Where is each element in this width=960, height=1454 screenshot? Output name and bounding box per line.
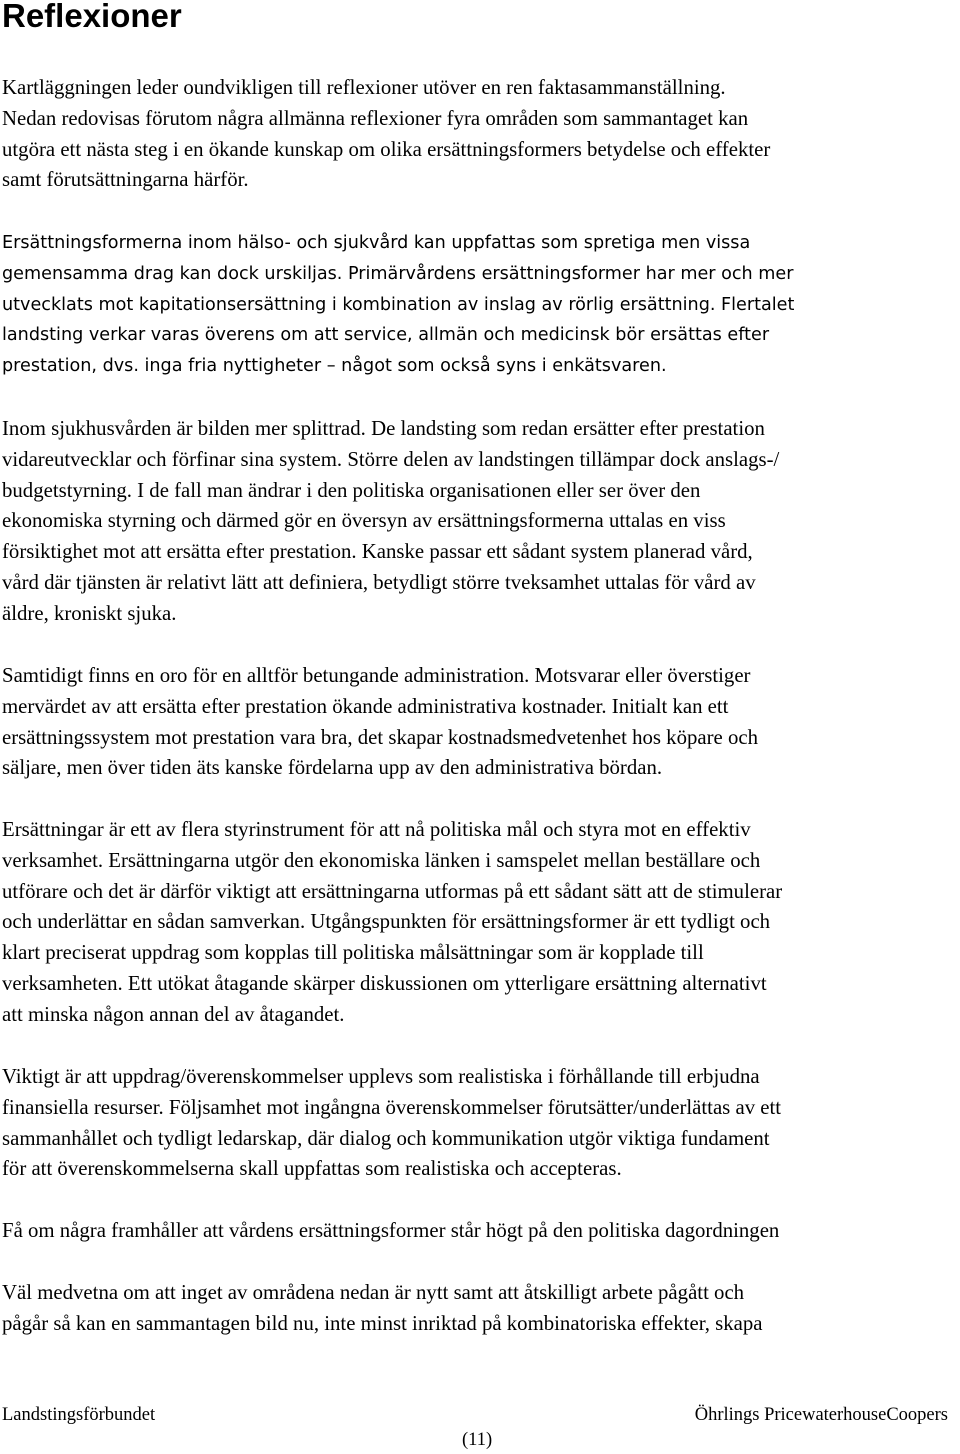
text-line: Samtidigt finns en oro för en alltför betungande administration. Motsvarar eller överstiger	[2, 664, 751, 687]
text-line: utförare och det är därför viktigt att ersättningarna utformas på ett sådant sätt att de stimulerar	[2, 879, 783, 903]
text-line: att minska någon annan del av åtagandet.	[2, 1002, 345, 1026]
text-line: prestation, dvs. inga fria nyttigheter – något som också syns i enkätsvaren.	[2, 356, 667, 377]
text-line: verksamheten. Ett utökat åtagande skärper diskussionen om ytterligare ersättning alternativt	[2, 971, 767, 995]
text-line: ersättningssystem mot prestation vara bra, det skapar kostnadsmedvetenhet hos köpare och	[2, 725, 758, 749]
text-line: gemensamma drag kan dock urskiljas. Primärvårdens ersättningsformer har mer och mer	[2, 263, 794, 284]
footer-organization: Landstingsförbundet	[2, 1405, 156, 1425]
text-line: försiktighet mot att ersätta efter prestation. Kanske passar ett sådant system planerad vård,	[2, 540, 753, 564]
text-line: för att överenskommelserna skall uppfattas som realistiska och accepteras.	[2, 1157, 622, 1181]
text-line: Nedan redovisas förutom några allmänna reflexioner fyra områden som sammantaget kan	[2, 106, 749, 130]
text-line: pågår så kan en sammantagen bild nu, inte minst inriktad på kombinatoriska effekter, skapa	[2, 1311, 763, 1335]
paragraph-ersattningsformer	[2, 228, 958, 382]
page-number: (11)	[462, 1430, 493, 1450]
text-line: sammanhållet och tydligt ledarskap, där dialog och kommunikation utgör viktiga fundament	[2, 1126, 770, 1150]
text-line: Inom sjukhusvården är bilden mer splittrad. De landsting som redan ersätter efter prestation	[2, 417, 765, 440]
text-line: vård där tjänsten är relativt lätt att definiera, betydligt större tveksamhet uttalas för vård av	[2, 570, 756, 594]
text-line: Ersättningar är ett av flera styrinstrument för att nå politiska mål och styra mot en effektiv	[2, 818, 751, 841]
paragraph-styrinstrument	[2, 815, 958, 1031]
paragraph-omraden	[2, 1278, 958, 1340]
paragraph-sjukhusvard	[2, 414, 958, 630]
paragraph-overenskommelser	[2, 1062, 958, 1185]
text-line: budgetstyrning. I de fall man ändrar i den politiska organisationen eller ser över den	[2, 478, 701, 502]
text-line: Kartläggningen leder oundvikligen till reflexioner utöver en ren faktasammanställning.	[2, 76, 726, 99]
text-line: klart preciserat uppdrag som kopplas till politiska målsättningar som är kopplade till	[2, 941, 704, 965]
text-line: utgöra ett nästa steg i en ökande kunskap om olika ersättningsformers betydelse och effekter	[2, 137, 771, 161]
text-line: Ersättningsformerna inom hälso- och sjukvård kan uppfattas som spretiga men vissa	[2, 233, 751, 253]
text-line: Få om några framhåller att vårdens ersättningsformer står högt på den politiska dagordningen	[2, 1219, 780, 1242]
paragraph-intro	[2, 73, 958, 196]
text-line: Viktigt är att uppdrag/överenskommelser upplevs som realistiska i förhållande till erbjudna	[2, 1065, 760, 1088]
text-line: verksamhet. Ersättningarna utgör den ekonomiska länken i samspelet mellan beställare och	[2, 848, 761, 872]
text-line: säljare, men över tiden äts kanske fördelarna upp av den administrativa bördan.	[2, 756, 663, 780]
text-line: och underlättar en sådan samverkan. Utgångspunkten för ersättningsformer är ett tydligt och	[2, 910, 771, 934]
text-line: finansiella resurser. Följsamhet mot ingångna överenskommelser förutsätter/underlättas av ett	[2, 1095, 782, 1119]
page-title: Reflexioner	[2, 0, 182, 34]
paragraph-administration	[2, 661, 958, 784]
text-line: mervärdet av att ersätta efter prestation ökande administrativa kostnader. Initialt kan ett	[2, 694, 729, 718]
text-line: Väl medvetna om att inget av områdena nedan är nytt samt att åtskilligt arbete pågått och	[2, 1281, 745, 1304]
text-line: vidareutvecklar och förfinar sina system. Större delen av landstingen tillämpar dock anslags-/	[2, 447, 780, 471]
text-line: äldre, kroniskt sjuka.	[2, 601, 177, 625]
text-line: landsting verkar varas överens om att service, allmän och medicinsk bör ersättas efter	[2, 325, 770, 346]
paragraph-dagordning	[2, 1216, 958, 1247]
text-line: utvecklats mot kapitationsersättning i kombination av inslag av rörlig ersättning. Flertalet	[2, 294, 795, 315]
text-line: ekonomiska styrning och därmed gör en översyn av ersättningsformerna uttalas en viss	[2, 509, 726, 533]
text-line: samt förutsättningarna härför.	[2, 168, 249, 192]
footer-author: Öhrlings PricewaterhouseCoopers	[694, 1405, 948, 1425]
